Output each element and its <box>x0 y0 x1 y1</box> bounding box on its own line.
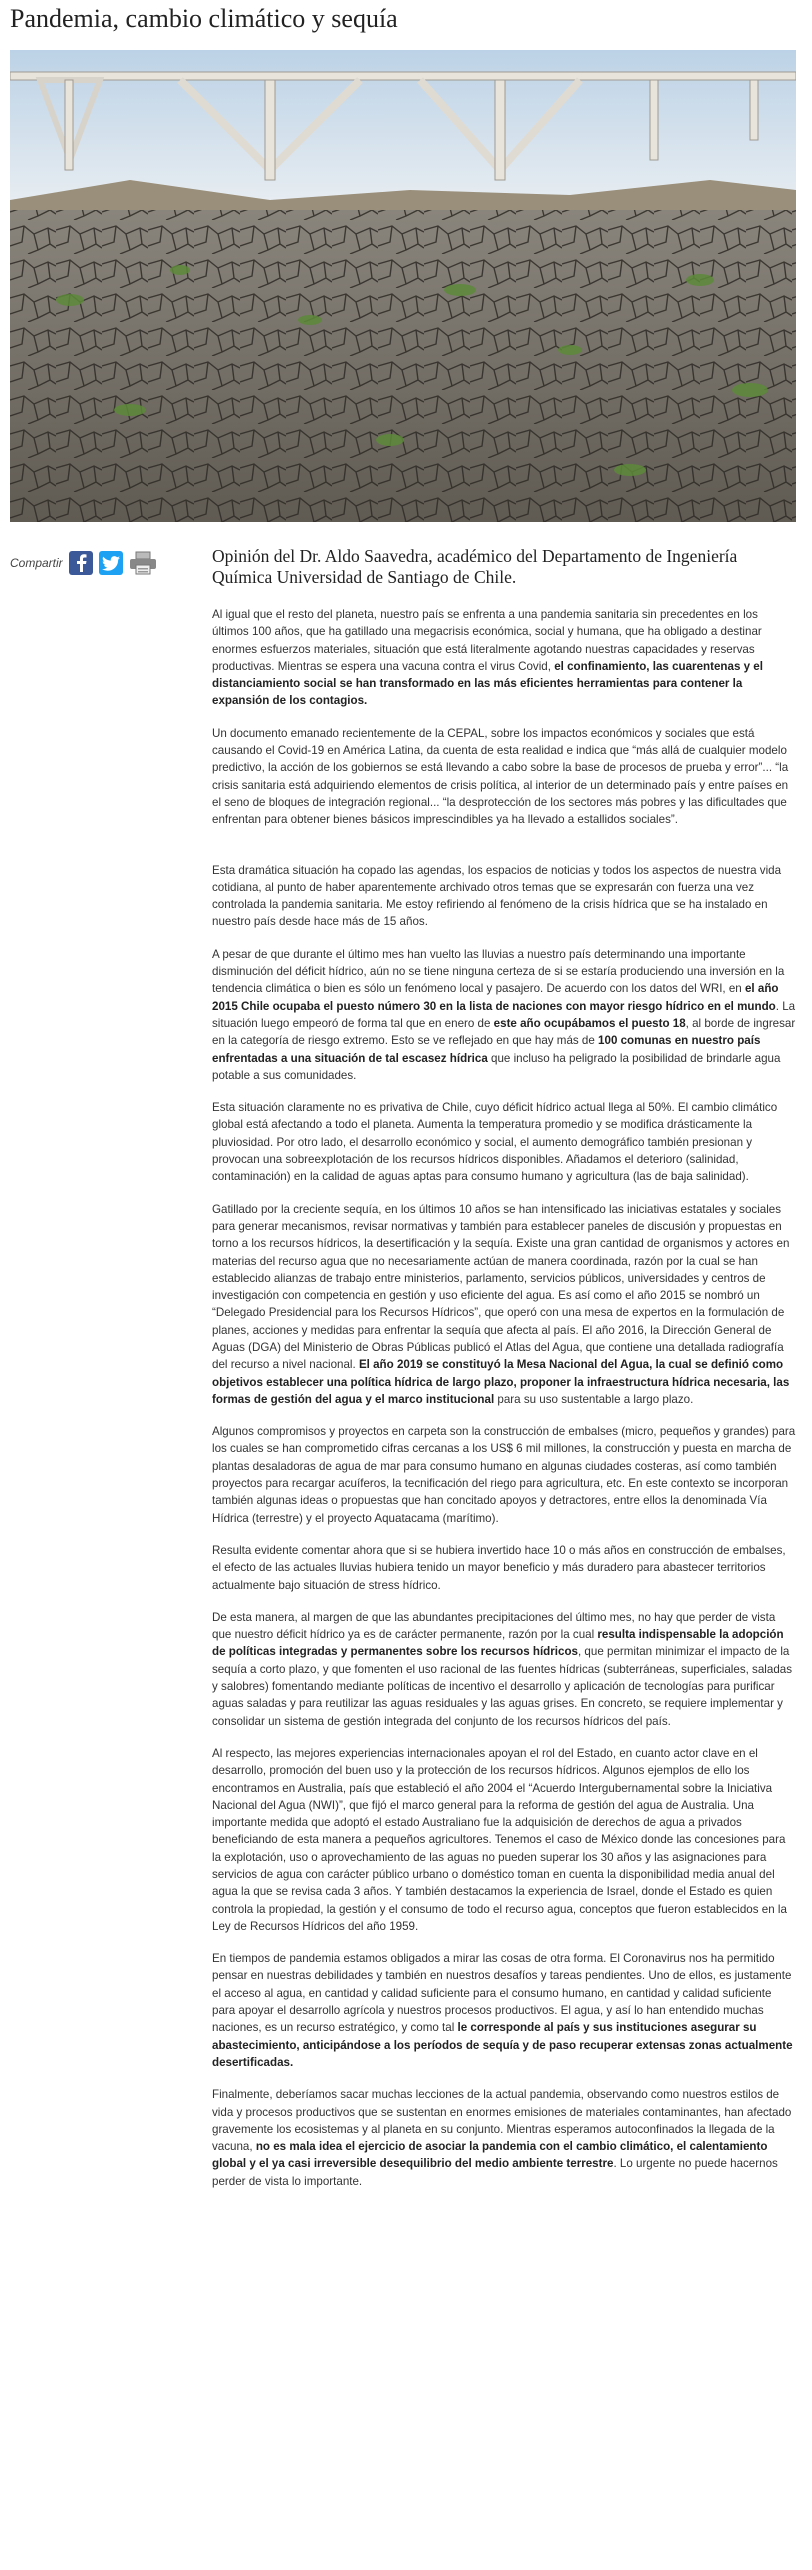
text-run: Resulta evidente comentar ahora que si se hubiera invertido hace 10 o más años en construcción de embalses, el efecto de las actuales lluvias hubiera tenido un mayor beneficio y más duradero para abastecer territorios actualmente bajo situación de stress hídrico. <box>212 1543 786 1592</box>
bold-text: el confinamiento, las cuarentenas y el distanciamiento social se han transformado en las más eficientes herramientas para contener la expansión de los contagios. <box>212 659 763 708</box>
paragraph <box>212 862 796 931</box>
paragraph <box>212 725 796 829</box>
paragraph <box>212 946 796 1084</box>
drought-bridge-photo <box>10 50 796 522</box>
text-run: De esta manera, al margen de que las abundantes precipitaciones del último mes, no hay que perder de vista que nuestro déficit hídrico ya es de carácter permanente, razón por la cual <box>212 1610 776 1642</box>
text-run: A pesar de que durante el último mes han vuelto las lluvias a nuestro país determinando una importante disminución del déficit hídrico, aún no se tiene ninguna certeza de si se estaría produciendo una inversión en la tendencia climática o bien es sólo un fenómeno local y pasajero. De acuerdo con los datos del WRI, en <box>212 947 785 996</box>
text-run: Esta dramática situación ha copado las agendas, los espacios de noticias y todos los aspectos de nuestra vida cotidiana, al punto de haber aparentemente archivado otros temas que se expresarán con fuerza una vez controlada la pandemia sanitaria. Me estoy refiriendo al fenómeno de la crisis hídrica que se ha instalado en nuestro país desde hace más de 15 años. <box>212 863 782 929</box>
text-run: , que permitan minimizar el impacto de la sequía a corto plazo, y que fomenten el uso racional de las fuentes hídricas (subterráneas, superficiales, saladas y salobres) fomentando mediante políticas de incentivo el desarrollo y aplicación de tecnologías para purificar aguas saladas y para reutilizar las aguas residuales y las aguas grises. En concreto, se requiere implementar y consolidar un sistema de gestión integrada del conjunto de los recursos hídricos del país. <box>212 1645 793 1728</box>
bold-text: le corresponde al país y sus instituciones asegurar su abastecimiento, anticipándose a los períodos de sequía y de paso recuperar extensas zonas actualmente desertificadas. <box>212 2021 793 2069</box>
text-run: Un documento emanado recientemente de la CEPAL, sobre los impactos económicos y sociales que está causando el Covid-19 en América Latina, da cuenta de esta realidad e indica que “más allá de cualquier modelo predictivo, la acción de los gobiernos se está llevando a cabo sobre la base de procesos de prueba y error”... “la crisis sanitaria está adquiriendo elementos de crisis política, al interior de un determinado país y entre países en el seno de bloques de integración regional... “la desprotección de los sectores más pobres y las dificultades que enfrentan para obtener bienes básicos imprescindibles ya ha llevado a estallidos sociales”. <box>212 726 789 827</box>
paragraph <box>212 1609 796 1730</box>
paragraph <box>212 1950 796 2071</box>
bold-text: 100 comunas en nuestro país enfrentadas a una situación de tal escasez hídrica <box>212 1034 761 1065</box>
bold-text: resulta indispensable la adopción de políticas integradas y permanentes sobre los recursos hídricos <box>212 1628 784 1659</box>
bold-text: el año 2015 Chile ocupaba el puesto número 30 en la lista de naciones con mayor riesgo hídrico en el mundo <box>212 982 779 1013</box>
text-run: , al borde de ingresar en la categoría de riesgo extremo. Esto se ve reflejado en que hay más de <box>212 1016 796 1048</box>
paragraph <box>212 606 796 710</box>
text-run: . La situación luego empeoró de forma tal que en enero de <box>212 999 796 1030</box>
text-run: En tiempos de pandemia estamos obligados a mirar las cosas de otra forma. El Coronavirus nos ha permitido pensar en nuestras debilidades y también en nuestros desafíos y tareas pendientes. Uno de ellos, es justamente el acceso al agua, en cantidad y calidad suficiente para el consumo humano, en cantidad y calidad suficiente para apoyar el desarrollo agrícola y nuestros procesos productivos. El agua, y así lo han entendido muchas naciones, es un recurso estratégico, y como tal <box>212 1952 792 2035</box>
page-title: Pandemia, cambio climático y sequía <box>10 4 398 33</box>
text-run: Algunos compromisos y proyectos en carpeta son la construcción de embalses (micro, pequeños y grandes) para los cuales se han comprometido cifras cercanas a los US$ 6 mil millones, la construcción y puesta en marcha de plantas desaladoras de agua de mar para consumo humano en algunas ciudades costeras, así como también proyectos para recargar acuíferos, la tecnificación del riego para agricultura, etc. En este contexto se incorporan también algunas ideas o propuestas que han concitado apoyos y detractores, entre ellos la denominada Vía Hídrica (terrestre) y el proyecto Aquatacama (marítimo). <box>212 1425 796 1525</box>
text-run: Al respecto, las mejores experiencias internacionales apoyan el rol del Estado, en cuanto actor clave en el desarrollo, promoción del buen uso y la protección de los recursos hídricos. Algunos ejemplos de ello los encontramos en Australia, país que estableció el año 2004 el “Acuerdo Intergubernamental sobre la Iniciativa Nacional del Agua (NWI)”, que fijó el marco general para la reforma de gestión del agua de Australia. Una importante medida que adoptó el estado Australiano fue la adquisición de derechos de agua a privados beneficiando de esta manera a pequeños agricultores. Tenemos el caso de México donde las concesiones para la explotación, uso o aprovechamiento de las aguas no pueden superar los 30 años y las asignaciones para servicios de agua con carácter público urbano o doméstico toman en cuenta la disponibilidad media anual del agua la que se revisa cada 3 años. Y también destacamos la experiencia de Israel, donde el Estado es quien controla la propiedad, la gestión y el consumo de todo el recurso agua, conceptos que fueron establecidos en la Ley de Recursos Hídricos del año 1959. <box>212 1746 787 1933</box>
paragraph <box>212 1542 796 1594</box>
text-run: . Lo urgente no puede hacernos perder de vista lo importante. <box>212 2157 778 2188</box>
bold-text: este año ocupábamos el puesto 18 <box>493 1016 686 1030</box>
bold-text: El año 2019 se constituyó la Mesa Nacional del Agua, la cual se definió como objetivos establecer una política hídrica de largo plazo, proponer la infraestructura hídrica necesaria, las formas de gestión del agua y el marco institucional <box>212 1358 790 1406</box>
twitter-icon[interactable] <box>99 551 123 575</box>
paragraph <box>212 1201 796 1409</box>
print-icon[interactable] <box>129 551 157 575</box>
article-body <box>212 546 796 2205</box>
paragraph <box>212 1423 796 1527</box>
text-run: para su uso sustentable a largo plazo. <box>494 1392 694 1406</box>
text-run: Esta situación claramente no es privativa de Chile, cuyo déficit hídrico actual llega al 50%. El cambio climático global está afectando a todo el planeta. Aumenta la temperatura promedio y se modifica drásticamente la pluviosidad. Por otro lado, el desarrollo económico y social, el aumento demográfico también presionan y provocan una sobreexplotación de los recursos hídricos disponibles. Añadamos el deterioro (salinidad, contaminación) en la calidad de aguas aptas para consumo humano y agricultura (las de baja salinidad). <box>212 1101 778 1184</box>
article-subtitle: Opinión del Dr. Aldo Saavedra, académico del Departamento de Ingeniería Química Universidad de Santiago de Chile. <box>212 546 738 587</box>
paragraph <box>212 2086 796 2190</box>
facebook-icon[interactable] <box>69 551 93 575</box>
text-run: Finalmente, deberíamos sacar muchas lecciones de la actual pandemia, observando como nuestros estilos de vida y procesos productivos que se sustentan en enormes emisiones de materiales contaminantes, han afectado gravemente los ecosistemas y al planeta en su conjunto. Mientras esperamos autoconfinados la llegada de la vacuna, <box>212 2088 792 2154</box>
paragraph <box>212 1745 796 1935</box>
paragraph <box>212 1099 796 1185</box>
text-run: Al igual que el resto del planeta, nuestro país se enfrenta a una pandemia sanitaria sin precedentes en los últimos 100 años, que ha gatillado una megacrisis económica, social y humana, que ha obligado a destinar enormes esfuerzos materiales, situación que está literalmente agotando nuestras capacidades y reservas productivas. Mientras se espera una vacuna contra el virus Covid, <box>212 608 762 673</box>
hero-image <box>10 50 796 522</box>
bold-text: no es mala idea el ejercicio de asociar la pandemia con el cambio climático, el calentamiento global y el ya casi irreversible desequilibrio del medio ambiente terrestre <box>212 2140 768 2171</box>
share-bar <box>10 550 163 576</box>
share-label: Compartir <box>10 556 63 570</box>
text-run: que incluso ha peligrado la posibilidad de brindarle agua potable a sus comunidades. <box>212 1051 781 1082</box>
text-run: Gatillado por la creciente sequía, en los últimos 10 años se han intensificado las iniciativas estatales y sociales para generar mecanismos, revisar normativas y también para establecer paneles de discusión y propuestas en torno a los recursos hídricos, la desertificación y la sequía. Existe una gran cantidad de organismos y actores en materias del recurso agua que no necesariamente actúan de manera coordinada, razón por la cual se han establecido alianzas de trabajo entre ministerios, parlamento, servicios públicos, universidades y centros de investigación con competencia en gestión y uso eficiente del agua. Es así como el año 2015 se nombró un “Delegado Presidencial para los Recursos Hídricos”, que operó con una mesa de expertos en la formulación de planes, acciones y medidas para enfrentar la sequía que afecta al país. El año 2016, la Dirección General de Aguas (DGA) del Ministerio de Obras Públicas publicó el Atlas del Agua, que contiene una detallada radiografía del recurso a nivel nacional. <box>212 1202 790 1372</box>
